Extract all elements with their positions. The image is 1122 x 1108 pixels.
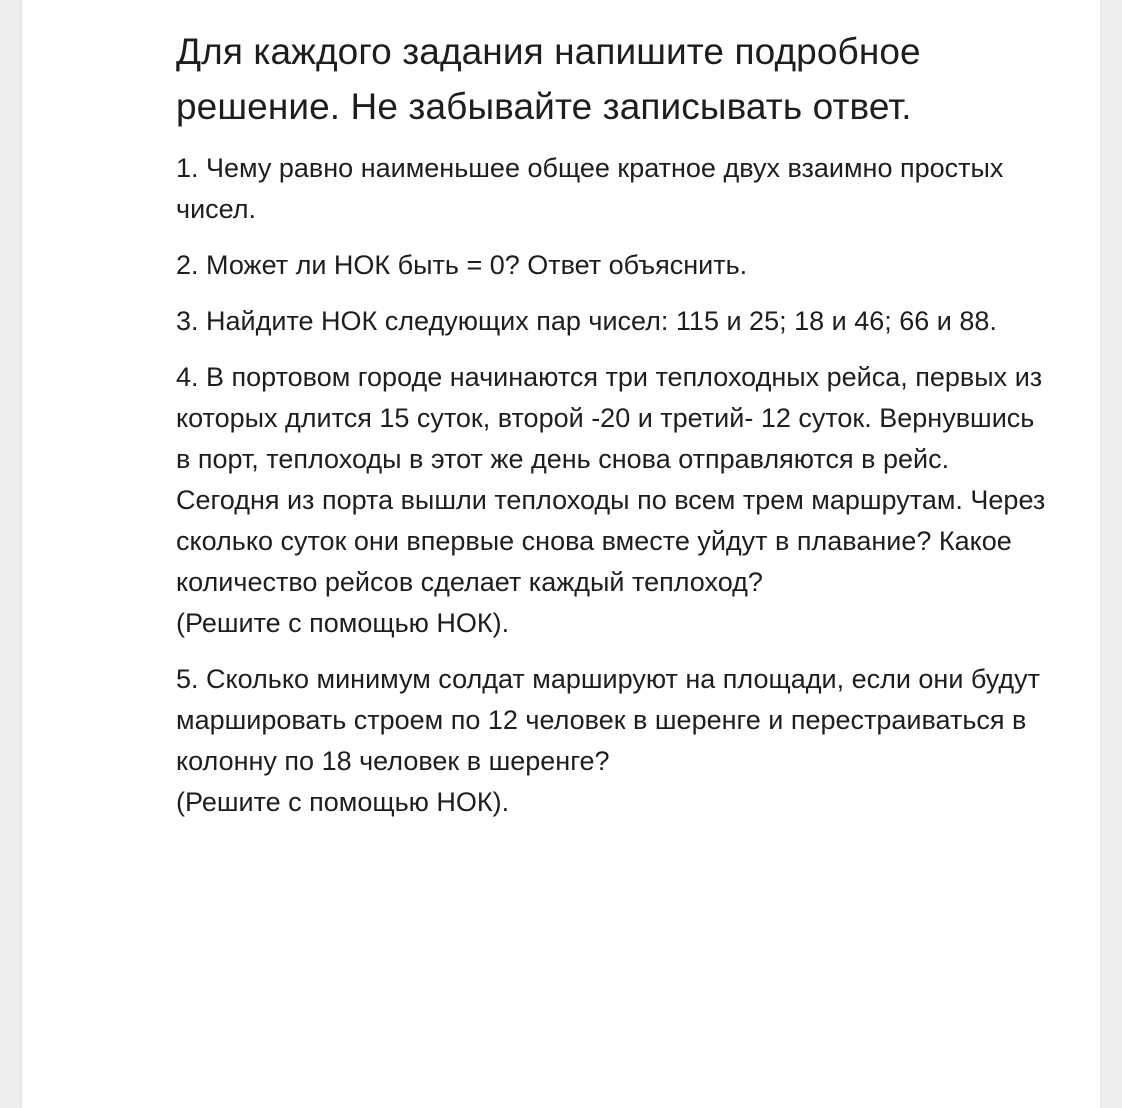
- document-page: [22, 0, 1100, 1108]
- task-3: 3. Найдите НОК следующих пар чисел: 115 и 25; 18 и 46; 66 и 88.: [176, 306, 997, 336]
- task-4: 4. В портовом городе начинаются три теплоходных рейса, первых из которых длится 15 суток, второй -20 и третий- 12 суток. Вернувшись в порт, теплоходы в этот же день снова отправляются в рейс. Сегодня из порта вышли теплоходы по всем трем маршрутам. Через сколько суток они впервые снова вместе уйдут в плавание? Какое количество рейсов сделает каждый теплоход? (Решите с помощью НОК).: [176, 362, 1046, 638]
- document-content: [176, 24, 1046, 838]
- task-2: 2. Может ли НОК быть = 0? Ответ объяснить.: [176, 250, 748, 280]
- task-1: 1. Чему равно наименьшее общее кратное двух взаимно простых чисел.: [176, 153, 1004, 224]
- page-title: Для каждого задания напишите подробное решение. Не забывайте записывать ответ.: [176, 31, 921, 127]
- task-5: 5. Сколько минимум солдат маршируют на площади, если они будут маршировать строем по 12 человек в шеренге и перестраиваться в колонну по 18 человек в шеренге? (Решите с помощью НОК).: [176, 664, 1041, 817]
